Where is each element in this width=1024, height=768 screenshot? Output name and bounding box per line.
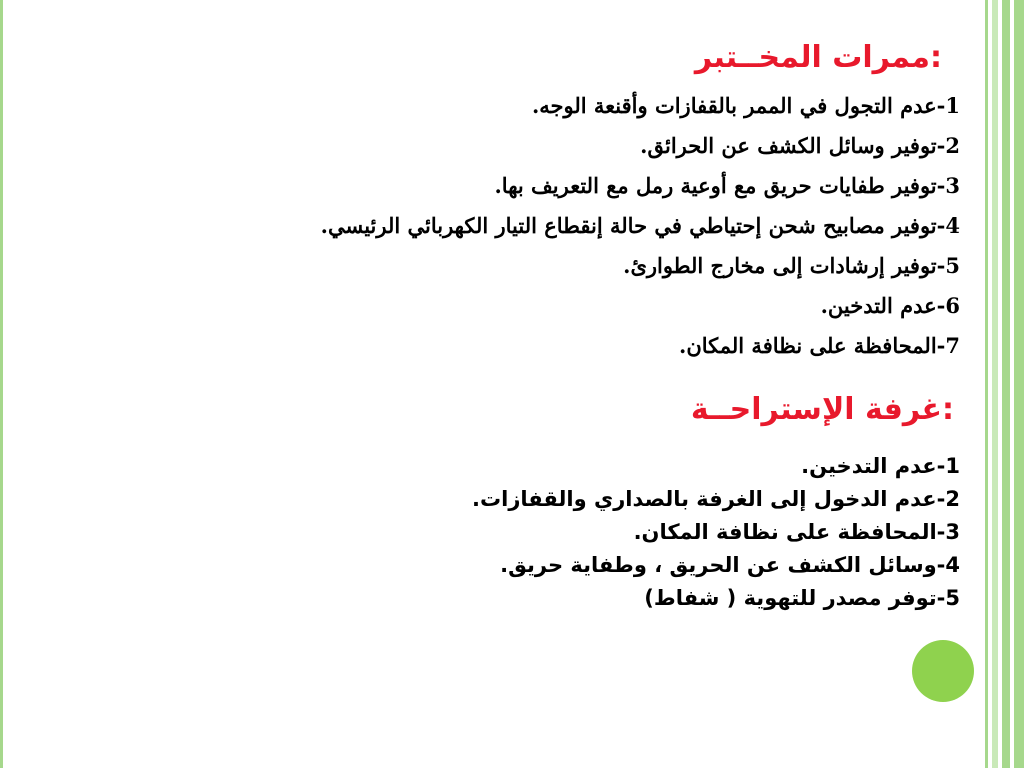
list-item: 3-توفير طفايات حريق مع أوعية رمل مع التعريف بها. [494,173,960,198]
list-item: 6-عدم التدخين. [820,293,960,318]
list-item: 3-المحافظة على نظافة المكان. [633,520,960,544]
right-stripe-decoration [976,0,1024,768]
list-item: 5-توفير إرشادات إلى مخارج الطوارئ. [623,253,960,278]
list-item: 2-عدم الدخول إلى الغرفة بالصداري والقفازات. [472,487,960,511]
stripe [1014,0,1024,768]
stripe [992,0,998,768]
list-item: 7-المحافظة على نظافة المكان. [679,333,960,358]
list-item: 1-عدم التجول في الممر بالقفازات وأقنعة الوجه. [531,93,960,118]
stripe [985,0,988,768]
green-circle-decoration [912,640,974,702]
list-item: 4-توفير مصابيح شحن إحتياطي في حالة إنقطاع التيار الكهربائي الرئيسي. [320,213,960,238]
list-item: 2-توفير وسائل الكشف عن الحرائق. [640,133,960,158]
list-item: 5-توفر مصدر للتهوية ( شفاط) [644,586,960,610]
restroom-title: غرفة الإستراحــة: [690,392,954,427]
stripe [1002,0,1010,768]
left-border-decoration [0,0,3,768]
restroom-list [472,450,960,615]
lab-corridors-title: ممرات المخــتبر: [694,40,942,75]
list-item: 1-عدم التدخين. [801,454,960,478]
list-item: 4-وسائل الكشف عن الحريق ، وطفاية حريق. [500,553,960,577]
lab-corridors-list [321,86,960,366]
